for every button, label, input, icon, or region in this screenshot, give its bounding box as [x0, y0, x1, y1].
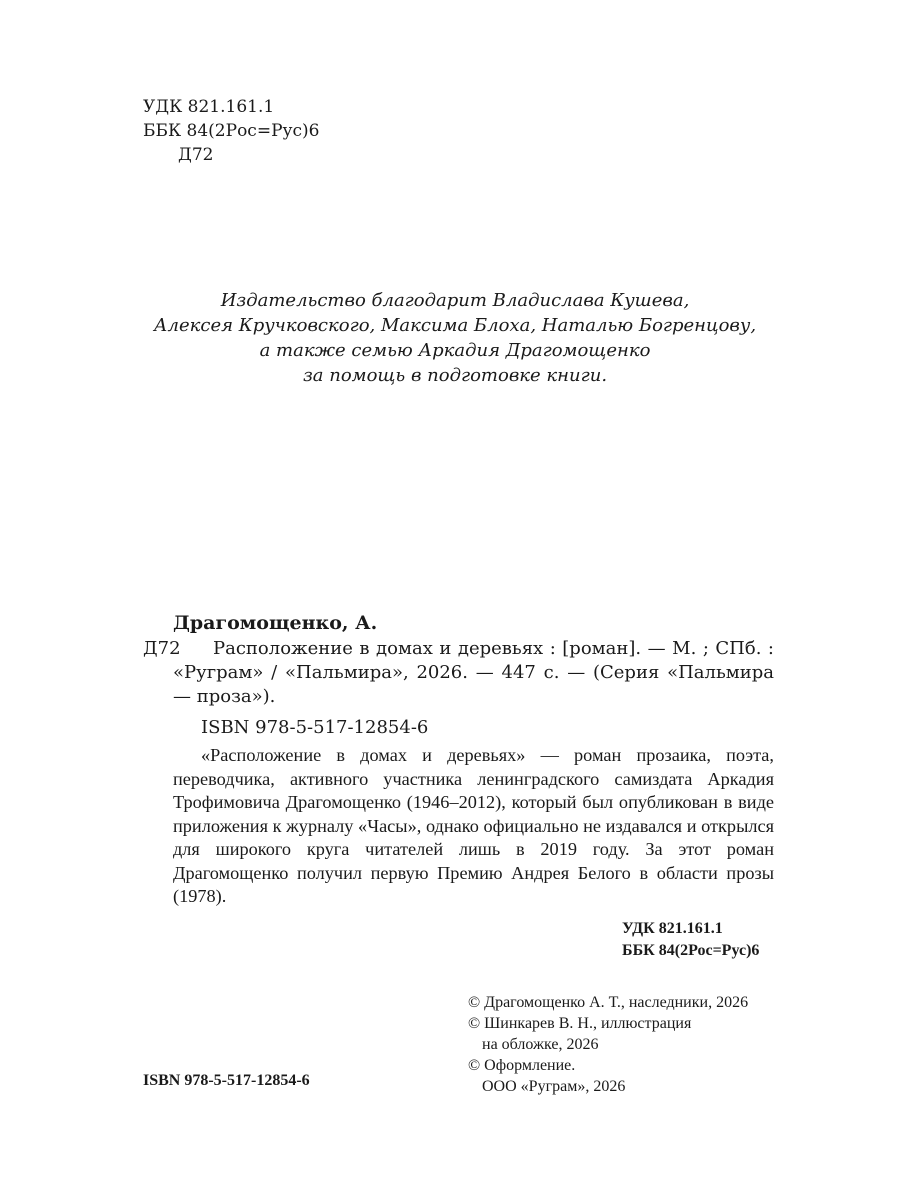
- bibliographic-description: [173, 637, 774, 709]
- udk-code: УДК 821.161.1: [143, 97, 275, 117]
- bbk-code-right: ББК 84(2Рос=Рус)6: [622, 942, 760, 959]
- acknowledgement: [150, 288, 760, 388]
- copyright-line: ООО «Руграм», 2026: [482, 1078, 626, 1095]
- bibliographic-author: Драгомощенко, А.: [173, 612, 378, 634]
- bibliographic-mark: Д72: [143, 638, 181, 659]
- annotation: «Расположение в домах и деревьях» — роман прозаика, поэта, переводчика, активного участника ленинградского самиздата Аркадия Трофимовича Драгомощенко (1946–2012), который был опубликован в виде приложения к журналу «Часы», однако официально не издавался и открылся для широкого круга читателей лишь в 2019 году. За этот роман Драгомощенко получил первую Премию Андрея Белого в области прозы (1978).: [173, 745, 774, 906]
- copyright-line: на обложке, 2026: [482, 1036, 599, 1053]
- author-mark: Д72: [178, 145, 214, 165]
- copyright-block: [468, 992, 748, 1097]
- ack-line: Издательство благодарит Владислава Кушева,: [220, 290, 690, 311]
- ack-line: Алексея Кручковского, Максима Блоха, Наталью Богренцову,: [153, 315, 757, 336]
- bibliographic-isbn: ISBN 978-5-517-12854-6: [201, 717, 429, 738]
- ack-line: а также семью Аркадия Драгомощенко: [259, 340, 651, 361]
- udk-code-right: УДК 821.161.1: [622, 920, 723, 937]
- bbk-code: ББК 84(2Рос=Рус)6: [143, 121, 320, 141]
- description-text: Расположение в домах и деревьях : [роман]. — М. ; СПб. : «Руграм» / «Пальмира», 2026. — 447 с. — (Серия «Пальмира — проза»).: [173, 638, 774, 707]
- copyright-line: © Драгомощенко А. Т., наследники, 2026: [468, 994, 749, 1011]
- ack-line: за помощь в подготовке книги.: [302, 365, 608, 386]
- classification-codes: [143, 95, 319, 167]
- copyright-line: © Оформление.: [468, 1057, 576, 1074]
- classification-codes-right: [622, 918, 759, 962]
- copyright-line: © Шинкарев В. Н., иллюстрация: [468, 1015, 692, 1032]
- isbn-bottom: ISBN 978-5-517-12854-6: [143, 1072, 310, 1089]
